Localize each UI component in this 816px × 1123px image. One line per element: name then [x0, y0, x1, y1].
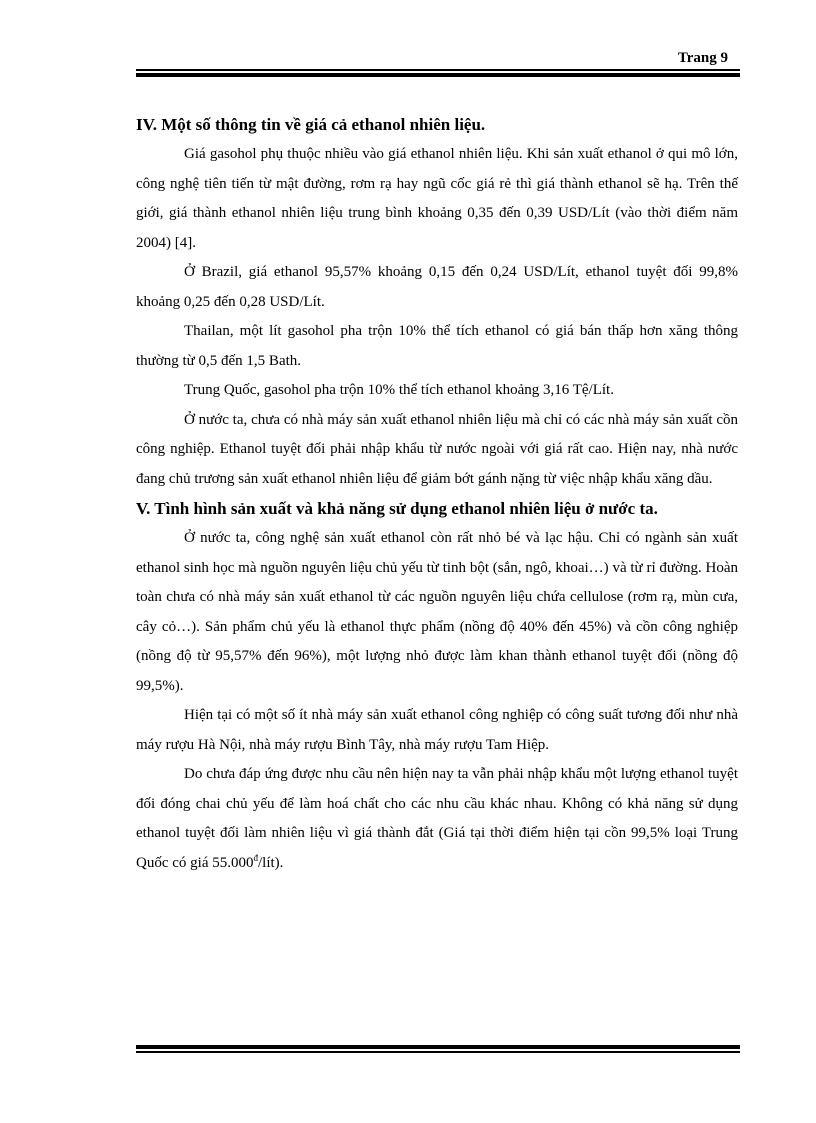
section-4-paragraph-5: Ở nước ta, chưa có nhà máy sản xuất ethanol nhiên liệu mà chỉ có các nhà máy sản xuất cồn công nghiệp. Ethanol tuyệt đối phải nhập khẩu từ nước ngoài với giá rất cao. Hiện nay, nhà nước đang chủ trương sản xuất ethanol nhiên liệu để giảm bớt gánh nặng từ việc nhập khẩu xăng dầu. [136, 411, 738, 487]
section-4-paragraph-4: Trung Quốc, gasohol pha trộn 10% thể tích ethanol khoảng 3,16 Tệ/Lít. [184, 382, 614, 398]
section-5-paragraph-3 [136, 760, 738, 878]
page-footer [136, 1045, 740, 1057]
section-4-heading: IV. Một số thông tin về giá cả ethanol nhiên liệu. [136, 115, 486, 134]
section-5-paragraph-2: Hiện tại có một số ít nhà máy sản xuất ethanol công nghiệp có công suất tương đối như nhà máy rượu Hà Nội, nhà máy rượu Bình Tây, nhà máy rượu Tam Hiệp. [136, 707, 738, 753]
footer-rule-thin [136, 1051, 740, 1053]
section-4-paragraph-3: Thailan, một lít gasohol pha trộn 10% thể tích ethanol có giá bán thấp hơn xăng thông thường từ 0,5 đến 1,5 Bath. [136, 323, 738, 369]
section-5-paragraph-1: Ở nước ta, công nghệ sản xuất ethanol còn rất nhỏ bé và lạc hậu. Chỉ có ngành sản xuất ethanol sinh học mà nguồn nguyên liệu chủ yếu từ tinh bột (sắn, ngô, khoai…) và từ rỉ đường. Hoàn toàn chưa có nhà máy sản xuất ethanol từ các nguồn nguyên liệu chứa cellulose (rơm rạ, mùn cưa, cây cỏ…). Sản phẩm chủ yếu là ethanol thực phẩm (nồng độ 40% đến 45%) và cồn công nghiệp (nồng độ từ 95,57% đến 96%), một lượng nhỏ được làm khan thành ethanol tuyệt đối (nồng độ 99,5%). [136, 530, 738, 694]
section-5-heading: V. Tình hình sản xuất và khả năng sử dụng ethanol nhiên liệu ở nước ta. [136, 499, 658, 518]
header-rule-thin [136, 69, 740, 71]
section-5-paragraph-3-text: Do chưa đáp ứng được nhu cầu nên hiện nay ta vẫn phải nhập khẩu một lượng ethanol tuyệt đối đóng chai chủ yếu để làm hoá chất cho các nhu cầu khác nhau. Không có khả năng sử dụng ethanol tuyệt đối làm nhiên liệu vì giá thành đắt (Giá tại thời điểm hiện tại cồn 99,5% loại Trung Quốc có giá 55.000 [136, 766, 738, 871]
page-number: Trang 9 [677, 50, 728, 66]
header-rule-thick [136, 73, 740, 77]
currency-superscript: đ [253, 852, 258, 863]
section-5-paragraph-3-tail: /lít). [257, 854, 284, 871]
page-header [136, 48, 740, 82]
section-4-paragraph-1: Giá gasohol phụ thuộc nhiều vào giá ethanol nhiên liệu. Khi sản xuất ethanol ở qui mô lớn, công nghệ tiên tiến từ mật đường, rơm rạ hay ngũ cốc giá rẻ thì giá thành ethanol sẽ hạ. Trên thế giới, giá thành ethanol nhiên liệu trung bình khoảng 0,35 đến 0,39 USD/Lít (vào thời điểm năm 2004) [4]. [136, 146, 738, 251]
section-4-paragraph-2: Ở Brazil, giá ethanol 95,57% khoảng 0,15 đến 0,24 USD/Lít, ethanol tuyệt đối 99,8% khoảng 0,25 đến 0,28 USD/Lít. [136, 264, 738, 310]
footer-rule-thick [136, 1045, 740, 1049]
document-body [136, 110, 738, 878]
